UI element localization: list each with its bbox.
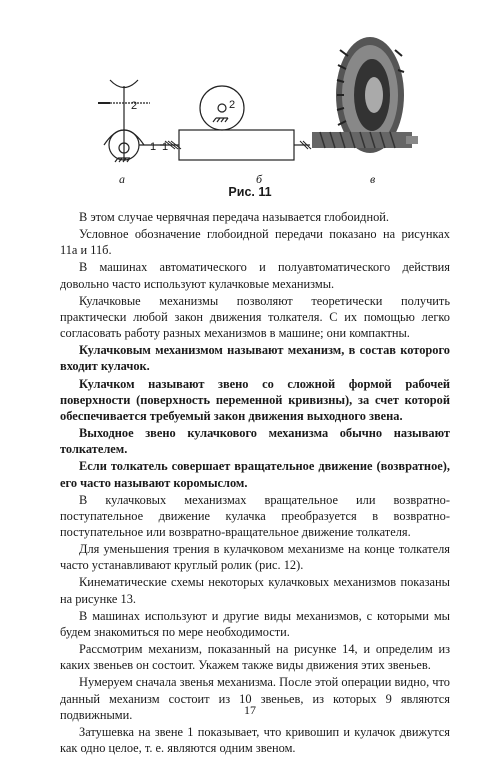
paragraph: В машинах используют и другие виды механизмов, с которыми мы будем знакомиться по мере необходимости.	[60, 608, 450, 639]
figure-11	[0, 0, 500, 200]
paragraph: Выходное звено кулачкового механизма обычно называют толкателем.	[60, 426, 450, 457]
label-2-a: 2	[131, 100, 138, 112]
paragraph: В машинах автоматического и полуавтоматического действия довольно часто используют кулачковые механизмы.	[60, 260, 450, 291]
figure-caption: Рис. 11	[228, 185, 272, 199]
paragraph: Кулачковым механизмом называют механизм, в состав которого входит кулачок.	[60, 343, 450, 374]
label-1-a: 1	[150, 141, 157, 153]
sublabel-a: а	[119, 172, 125, 186]
paragraph: Кулачковые механизмы позволяют теоретически получить практически любой закон движения толкателя. С их помощью легко согласовать работу разных механизмов в машине; они компактны.	[60, 293, 450, 341]
diagram-a	[98, 80, 181, 162]
paragraph: Нумеруем сначала звенья механизма. После этой операции видно, что данный механизм состоит из 10 звеньев, из которых 9 являются подвижными.	[60, 675, 450, 722]
page-number: 17	[244, 703, 256, 717]
paragraph: Затушевка на звене 1 показывает, что кривошип и кулачок движутся как одно целое, т. е. являются одним звеном.	[60, 724, 450, 755]
label-1-b: 1	[162, 141, 169, 153]
paragraph: Условное обозначение глобоидной передачи показано на рисунках 11а и 11б.	[60, 227, 450, 258]
paragraph: Кулачком называют звено со сложной формой рабочей поверхности (поверхность переменной кривизны), за счет которой обеспечивается требуемый закон движения выходного звена.	[60, 376, 450, 423]
diagram-v-gear-photo	[312, 37, 418, 153]
paragraph: Рассмотрим механизм, показанный на рисунке 14, и определим из каких звеньев он состоит. Укажем также виды движения этих звеньев.	[60, 642, 450, 673]
sublabel-b: б	[256, 172, 263, 186]
sublabel-v: в	[370, 172, 376, 186]
figure-drawing	[0, 0, 500, 200]
diagram-b	[160, 86, 311, 160]
body-text	[60, 209, 450, 757]
paragraph: В кулачковых механизмах вращательное или возвратно-поступательное движение кулачка преобразуется в возвратно-поступательное или возвратно-вращательное движение толкателя.	[60, 492, 450, 539]
paragraph: В этом случае червячная передача называется глобоидной.	[79, 210, 390, 224]
label-2-b: 2	[229, 99, 236, 111]
paragraph: Кинематические схемы некоторых кулачковых механизмов показаны на рисунке 13.	[60, 575, 450, 606]
paragraph: Если толкатель совершает вращательное движение (возвратное), его часто называют коромыслом.	[60, 459, 450, 490]
paragraph: Для уменьшения трения в кулачковом механизме на конце толкателя часто устанавливают круглый ролик (рис. 12).	[60, 542, 450, 573]
